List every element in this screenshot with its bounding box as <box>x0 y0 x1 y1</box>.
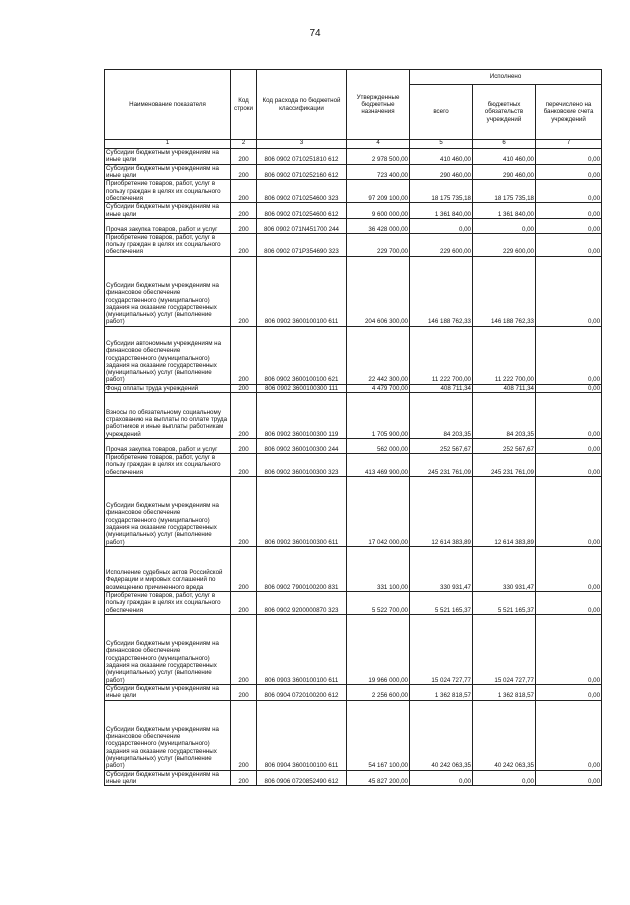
row-executed-total: 245 231 761,09 <box>410 454 473 477</box>
row-executed-total: 1 362 818,57 <box>410 684 473 700</box>
row-executed-obligations: 1 362 818,57 <box>473 684 536 700</box>
table-row <box>105 454 602 477</box>
row-bank-transfers: 0,00 <box>536 256 602 326</box>
table-row <box>105 218 602 233</box>
row-executed-total: 15 024 727,77 <box>410 614 473 684</box>
column-number: 6 <box>473 140 536 149</box>
row-budget-code: 806 0902 3600100300 611 <box>257 477 347 547</box>
row-executed-obligations: 146 188 762,33 <box>473 256 536 326</box>
row-budget-code: 806 0902 0710254600 612 <box>257 203 347 219</box>
row-line-code: 200 <box>231 149 257 165</box>
table-row <box>105 326 602 384</box>
row-executed-obligations: 330 931,47 <box>473 547 536 592</box>
column-number: 1 <box>105 140 231 149</box>
table-row <box>105 384 602 392</box>
row-budget-code: 806 0902 3600100300 323 <box>257 454 347 477</box>
column-number: 5 <box>410 140 473 149</box>
row-name: Субсидии бюджетным учреждениям на финансовое обеспечение государственного (муниципального) задания на оказание государственных (муниципальных) услуг (выполнение работ) <box>105 614 231 684</box>
table-row <box>105 700 602 770</box>
row-executed-total: 18 175 735,18 <box>410 180 473 203</box>
row-budget-code: 806 0902 9200000870 323 <box>257 592 347 615</box>
row-budget-code: 806 0902 3600100300 119 <box>257 393 347 439</box>
row-line-code: 200 <box>231 477 257 547</box>
row-budget-code: 806 0902 3600100100 621 <box>257 326 347 384</box>
row-line-code: 200 <box>231 256 257 326</box>
row-budget-code: 806 0904 0720100200 612 <box>257 684 347 700</box>
table-row <box>105 547 602 592</box>
row-line-code: 200 <box>231 393 257 439</box>
header-bank-transfers: перечислено на банковские счета учреждений <box>536 85 602 140</box>
header-row-top <box>105 70 602 85</box>
row-executed-obligations: 245 231 761,09 <box>473 454 536 477</box>
row-bank-transfers: 0,00 <box>536 700 602 770</box>
table-row <box>105 149 602 165</box>
row-executed-obligations: 1 361 840,00 <box>473 203 536 219</box>
row-name: Субсидии бюджетным учреждениям на иные цели <box>105 164 231 180</box>
row-executed-obligations: 408 711,34 <box>473 384 536 392</box>
row-name: Субсидии бюджетным учреждениям на иные цели <box>105 149 231 165</box>
row-executed-total: 410 460,00 <box>410 149 473 165</box>
row-name: Взносы по обязательному социальному страхованию на выплаты по оплате труда работников и иные выплаты работникам учреждений <box>105 393 231 439</box>
row-executed-total: 408 711,34 <box>410 384 473 392</box>
row-budget-code: 806 0904 3600100100 611 <box>257 700 347 770</box>
row-bank-transfers: 0,00 <box>536 477 602 547</box>
column-number: 3 <box>257 140 347 149</box>
row-bank-transfers: 0,00 <box>536 770 602 786</box>
row-executed-obligations: 15 024 727,77 <box>473 614 536 684</box>
row-executed-total: 5 521 165,37 <box>410 592 473 615</box>
row-name: Прочая закупка товаров, работ и услуг <box>105 218 231 233</box>
table-row <box>105 439 602 454</box>
page-number: 74 <box>309 28 321 39</box>
row-executed-total: 12 614 383,89 <box>410 477 473 547</box>
row-name: Субсидии бюджетным учреждениям на финансовое обеспечение государственного (муниципального) задания на оказание государственных (муниципальных) услуг (выполнение работ) <box>105 700 231 770</box>
table-row <box>105 614 602 684</box>
table-row <box>105 180 602 203</box>
table-row <box>105 684 602 700</box>
row-line-code: 200 <box>231 218 257 233</box>
row-approved: 1 705 900,00 <box>347 393 410 439</box>
row-line-code: 200 <box>231 770 257 786</box>
row-approved: 36 428 000,00 <box>347 218 410 233</box>
column-number: 2 <box>231 140 257 149</box>
row-name: Приобретение товаров, работ, услуг в пользу граждан в целях их социального обеспечения <box>105 592 231 615</box>
row-approved: 562 000,00 <box>347 439 410 454</box>
row-approved: 54 167 100,00 <box>347 700 410 770</box>
row-executed-obligations: 84 203,35 <box>473 393 536 439</box>
header-budget-code: Код расхода по бюджетной классификации <box>257 70 347 140</box>
table-row <box>105 256 602 326</box>
row-bank-transfers: 0,00 <box>536 439 602 454</box>
row-line-code: 200 <box>231 454 257 477</box>
row-bank-transfers: 0,00 <box>536 384 602 392</box>
row-executed-obligations: 0,00 <box>473 218 536 233</box>
row-bank-transfers: 0,00 <box>536 614 602 684</box>
table-row <box>105 592 602 615</box>
row-name: Субсидии бюджетным учреждениям на финансовое обеспечение государственного (муниципального) задания на оказание государственных (муниципальных) услуг (выполнение работ) <box>105 477 231 547</box>
row-name: Фонд оплаты труда учреждений <box>105 384 231 392</box>
row-executed-obligations: 410 460,00 <box>473 149 536 165</box>
row-budget-code: 806 0902 071P354690 323 <box>257 233 347 256</box>
row-executed-obligations: 290 460,00 <box>473 164 536 180</box>
header-budget-obligations: бюджетных обязательств учреждений <box>473 85 536 140</box>
header-line-code: Код строки <box>231 70 257 140</box>
row-bank-transfers: 0,00 <box>536 203 602 219</box>
row-approved: 723 400,00 <box>347 164 410 180</box>
row-name: Приобретение товаров, работ, услуг в пользу граждан в целях их социального обеспечения <box>105 454 231 477</box>
row-name: Субсидии бюджетным учреждениям на иные цели <box>105 203 231 219</box>
column-numbers-row <box>105 140 602 149</box>
row-budget-code: 806 0906 0720852490 612 <box>257 770 347 786</box>
row-name: Прочая закупка товаров, работ и услуг <box>105 439 231 454</box>
row-executed-obligations: 5 521 165,37 <box>473 592 536 615</box>
row-bank-transfers: 0,00 <box>536 393 602 439</box>
row-name: Исполнение судебных актов Российской Федерации и мировых соглашений по возмещению причиненного вреда <box>105 547 231 592</box>
row-budget-code: 806 0902 0710252160 612 <box>257 164 347 180</box>
row-executed-obligations: 40 242 063,35 <box>473 700 536 770</box>
header-approved: Утвержденные бюджетные назначения <box>347 70 410 140</box>
row-name: Субсидии бюджетным учреждениям на иные цели <box>105 684 231 700</box>
row-executed-total: 40 242 063,35 <box>410 700 473 770</box>
row-executed-obligations: 0,00 <box>473 770 536 786</box>
row-approved: 97 209 100,00 <box>347 180 410 203</box>
row-approved: 4 479 700,00 <box>347 384 410 392</box>
row-budget-code: 806 0902 3600100300 111 <box>257 384 347 392</box>
row-budget-code: 806 0902 3600100100 611 <box>257 256 347 326</box>
row-executed-obligations: 18 175 735,18 <box>473 180 536 203</box>
row-executed-total: 290 460,00 <box>410 164 473 180</box>
row-line-code: 200 <box>231 684 257 700</box>
row-approved: 2 978 500,00 <box>347 149 410 165</box>
row-bank-transfers: 0,00 <box>536 180 602 203</box>
row-approved: 17 042 000,00 <box>347 477 410 547</box>
row-approved: 22 442 300,00 <box>347 326 410 384</box>
row-budget-code: 806 0902 0710251810 612 <box>257 149 347 165</box>
row-line-code: 200 <box>231 164 257 180</box>
row-bank-transfers: 0,00 <box>536 233 602 256</box>
row-executed-total: 146 188 762,33 <box>410 256 473 326</box>
row-line-code: 200 <box>231 203 257 219</box>
row-bank-transfers: 0,00 <box>536 454 602 477</box>
row-executed-total: 11 222 700,00 <box>410 326 473 384</box>
table-row <box>105 164 602 180</box>
row-budget-code: 806 0902 7900100200 831 <box>257 547 347 592</box>
row-name: Субсидии бюджетным учреждениям на финансовое обеспечение государственного (муниципального) задания на оказание государственных (муниципальных) услуг (выполнение работ) <box>105 256 231 326</box>
row-bank-transfers: 0,00 <box>536 592 602 615</box>
row-line-code: 200 <box>231 326 257 384</box>
row-line-code: 200 <box>231 233 257 256</box>
row-bank-transfers: 0,00 <box>536 164 602 180</box>
row-executed-total: 0,00 <box>410 770 473 786</box>
row-budget-code: 806 0902 071N451700 244 <box>257 218 347 233</box>
row-line-code: 200 <box>231 547 257 592</box>
row-line-code: 200 <box>231 614 257 684</box>
header-total: всего <box>410 85 473 140</box>
row-executed-total: 229 600,00 <box>410 233 473 256</box>
row-executed-obligations: 12 614 383,89 <box>473 477 536 547</box>
table-row <box>105 770 602 786</box>
row-name: Субсидии бюджетным учреждениям на иные цели <box>105 770 231 786</box>
row-executed-total: 0,00 <box>410 218 473 233</box>
row-executed-obligations: 252 567,67 <box>473 439 536 454</box>
row-executed-total: 252 567,67 <box>410 439 473 454</box>
row-bank-transfers: 0,00 <box>536 684 602 700</box>
column-number: 4 <box>347 140 410 149</box>
row-line-code: 200 <box>231 439 257 454</box>
row-approved: 45 827 200,00 <box>347 770 410 786</box>
row-executed-obligations: 229 600,00 <box>473 233 536 256</box>
row-approved: 19 966 000,00 <box>347 614 410 684</box>
row-bank-transfers: 0,00 <box>536 149 602 165</box>
row-executed-total: 330 931,47 <box>410 547 473 592</box>
row-approved: 2 256 600,00 <box>347 684 410 700</box>
header-executed: Исполнено <box>410 70 602 85</box>
row-name: Приобретение товаров, работ, услуг в пользу граждан в целях их социального обеспечения <box>105 180 231 203</box>
table-body <box>105 149 602 786</box>
row-budget-code: 806 0903 3600100100 611 <box>257 614 347 684</box>
budget-execution-table <box>104 69 602 786</box>
row-bank-transfers: 0,00 <box>536 218 602 233</box>
row-line-code: 200 <box>231 180 257 203</box>
row-line-code: 200 <box>231 384 257 392</box>
row-executed-total: 1 361 840,00 <box>410 203 473 219</box>
row-executed-total: 84 203,35 <box>410 393 473 439</box>
table-row <box>105 393 602 439</box>
table-row <box>105 233 602 256</box>
row-approved: 413 469 900,00 <box>347 454 410 477</box>
row-approved: 5 522 700,00 <box>347 592 410 615</box>
row-budget-code: 806 0902 3600100300 244 <box>257 439 347 454</box>
row-approved: 204 606 300,00 <box>347 256 410 326</box>
row-approved: 229 700,00 <box>347 233 410 256</box>
row-executed-obligations: 11 222 700,00 <box>473 326 536 384</box>
row-line-code: 200 <box>231 700 257 770</box>
row-bank-transfers: 0,00 <box>536 547 602 592</box>
row-bank-transfers: 0,00 <box>536 326 602 384</box>
row-approved: 331 100,00 <box>347 547 410 592</box>
table-row <box>105 477 602 547</box>
row-approved: 9 600 000,00 <box>347 203 410 219</box>
row-name: Субсидии автономным учреждениям на финансовое обеспечение государственного (муниципального) задания на оказание государственных (муниципальных) услуг (выполнение работ) <box>105 326 231 384</box>
column-number: 7 <box>536 140 602 149</box>
row-budget-code: 806 0902 0710254600 323 <box>257 180 347 203</box>
header-name: Наименование показателя <box>105 70 231 140</box>
table-row <box>105 203 602 219</box>
row-name: Приобретение товаров, работ, услуг в пользу граждан в целях их социального обеспечения <box>105 233 231 256</box>
row-line-code: 200 <box>231 592 257 615</box>
